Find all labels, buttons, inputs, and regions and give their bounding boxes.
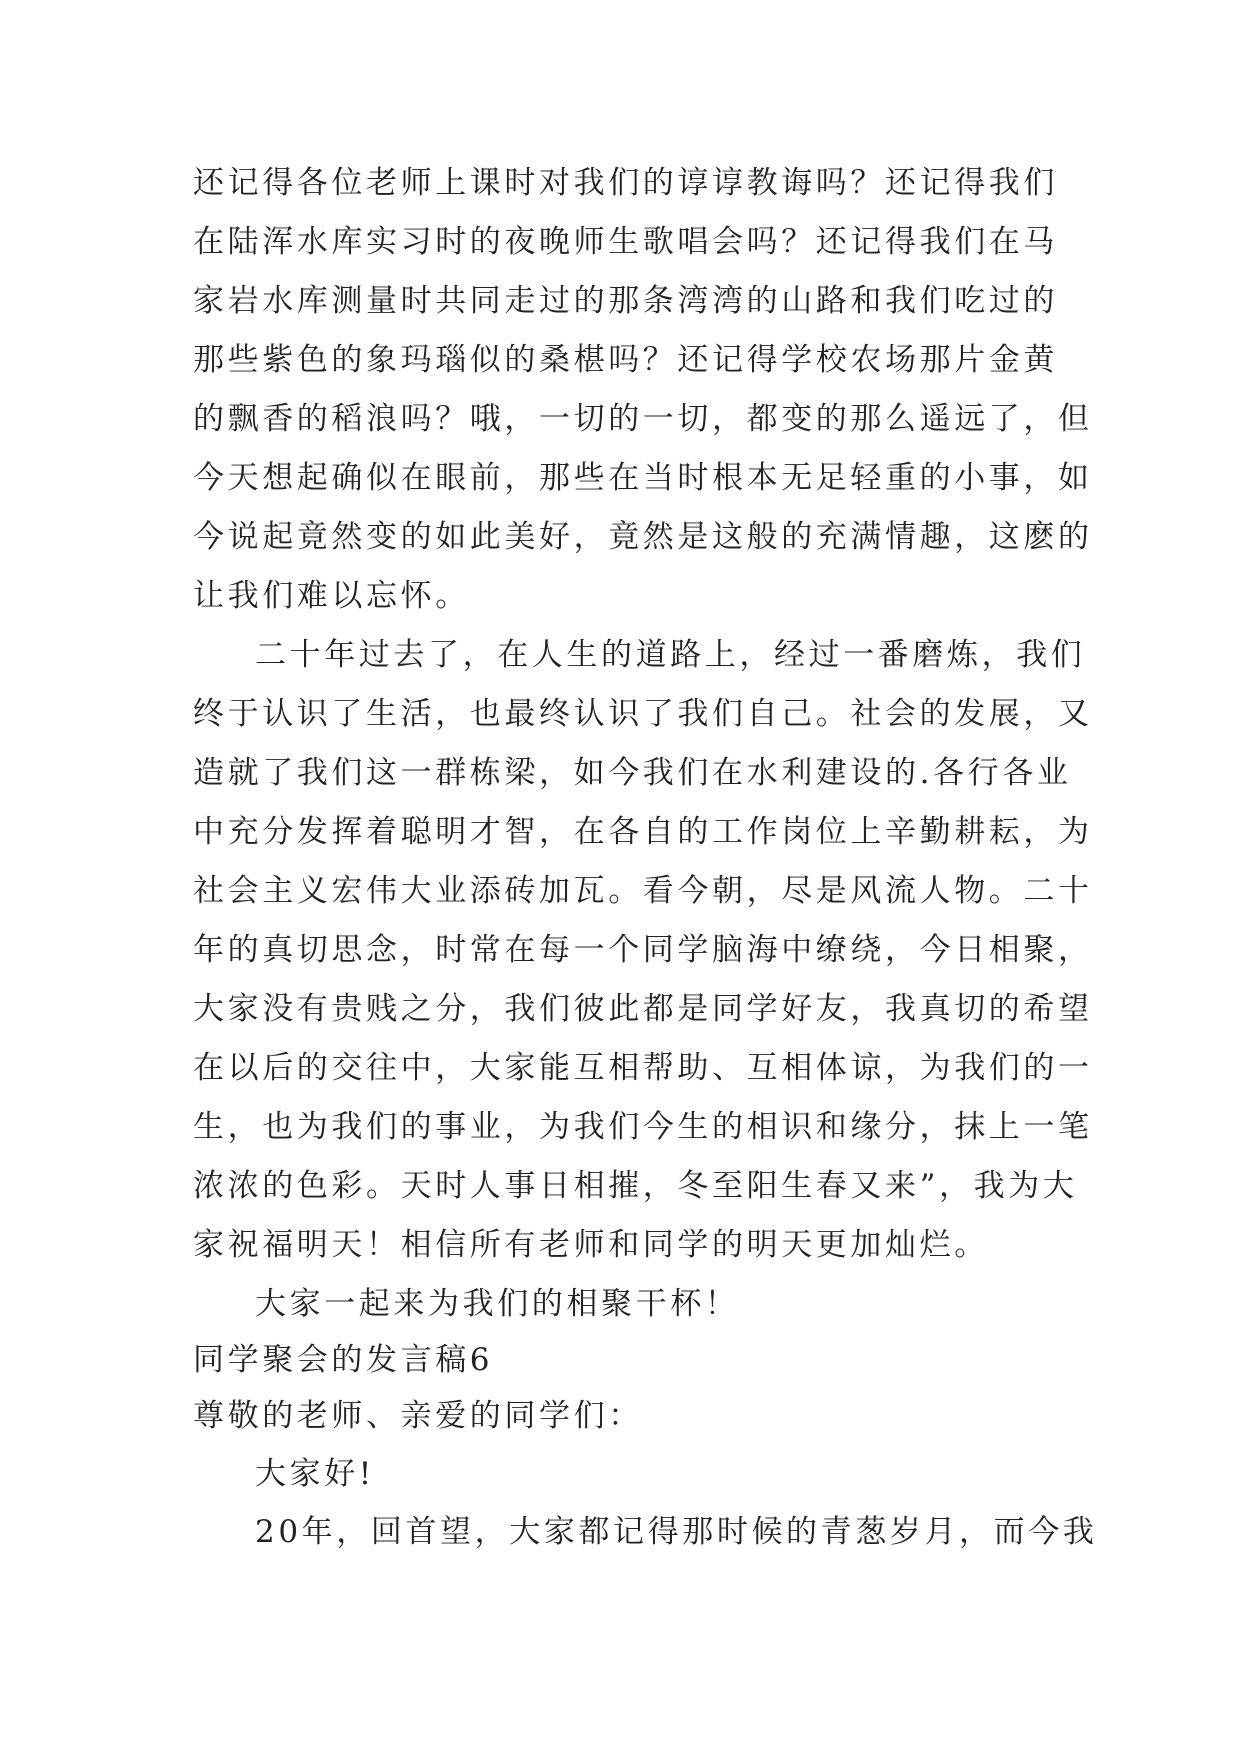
paragraph-line: 在陆浑水库实习时的夜晚师生歌唱会吗？还记得我们在马 bbox=[193, 224, 1058, 260]
paragraph-line: 社会主义宏伟大业添砖加瓦。看今朝，尽是风流人物。二十 bbox=[193, 873, 1093, 909]
greeting: 大家好! bbox=[255, 1456, 375, 1492]
paragraph-line: 大家一起来为我们的相聚干杯！ bbox=[255, 1286, 740, 1322]
section-heading: 同学聚会的发言稿6 bbox=[193, 1342, 494, 1378]
paragraph-line: 年的真切思念，时常在每一个同学脑海中缭绕，今日相聚， bbox=[193, 932, 1093, 968]
paragraph-line: 的飘香的稻浪吗？哦，一切的一切，都变的那么遥远了，但 bbox=[193, 401, 1093, 437]
paragraph-line: 让我们难以忘怀。 bbox=[193, 578, 470, 614]
paragraph-line: 浓浓的色彩。天时人事日相摧，冬至阳生春又来”，我为大 bbox=[193, 1168, 1078, 1204]
paragraph-line: 二十年过去了，在人生的道路上，经过一番磨炼，我们 bbox=[255, 637, 1086, 673]
paragraph-line: 中充分发挥着聪明才智，在各自的工作岗位上辛勤耕耘，为 bbox=[193, 814, 1093, 850]
paragraph-line: 大家没有贵贱之分，我们彼此都是同学好友，我真切的希望 bbox=[193, 991, 1093, 1027]
paragraph-line: 今说起竟然变的如此美好，竟然是这般的充满情趣，这麽的 bbox=[193, 519, 1093, 555]
paragraph-line: 家祝福明天！相信所有老师和同学的明天更加灿烂。 bbox=[193, 1227, 989, 1263]
paragraph-line: 生，也为我们的事业，为我们今生的相识和缘分，抹上一笔 bbox=[193, 1109, 1093, 1145]
paragraph-line: 家岩水库测量时共同走过的那条湾湾的山路和我们吃过的 bbox=[193, 283, 1058, 319]
paragraph-line: 在以后的交往中，大家能互相帮助、互相体谅，为我们的一 bbox=[193, 1050, 1093, 1086]
paragraph-line: 那些紫色的象玛瑙似的桑椹吗？还记得学校农场那片金黄 bbox=[193, 342, 1058, 378]
paragraph-line: 造就了我们这一群栋梁，如今我们在水利建设的.各行各业 bbox=[193, 755, 1072, 791]
paragraph-line: 还记得各位老师上课时对我们的谆谆教诲吗？还记得我们 bbox=[193, 165, 1058, 201]
salutation: 尊敬的老师、亲爱的同学们： bbox=[193, 1398, 643, 1434]
paragraph-line: 今天想起确似在眼前，那些在当时根本无足轻重的小事，如 bbox=[193, 460, 1093, 496]
paragraph-line: 终于认识了生活，也最终认识了我们自己。社会的发展，又 bbox=[193, 696, 1093, 732]
paragraph-line: 20年，回首望，大家都记得那时候的青葱岁月，而今我 bbox=[255, 1514, 1098, 1550]
